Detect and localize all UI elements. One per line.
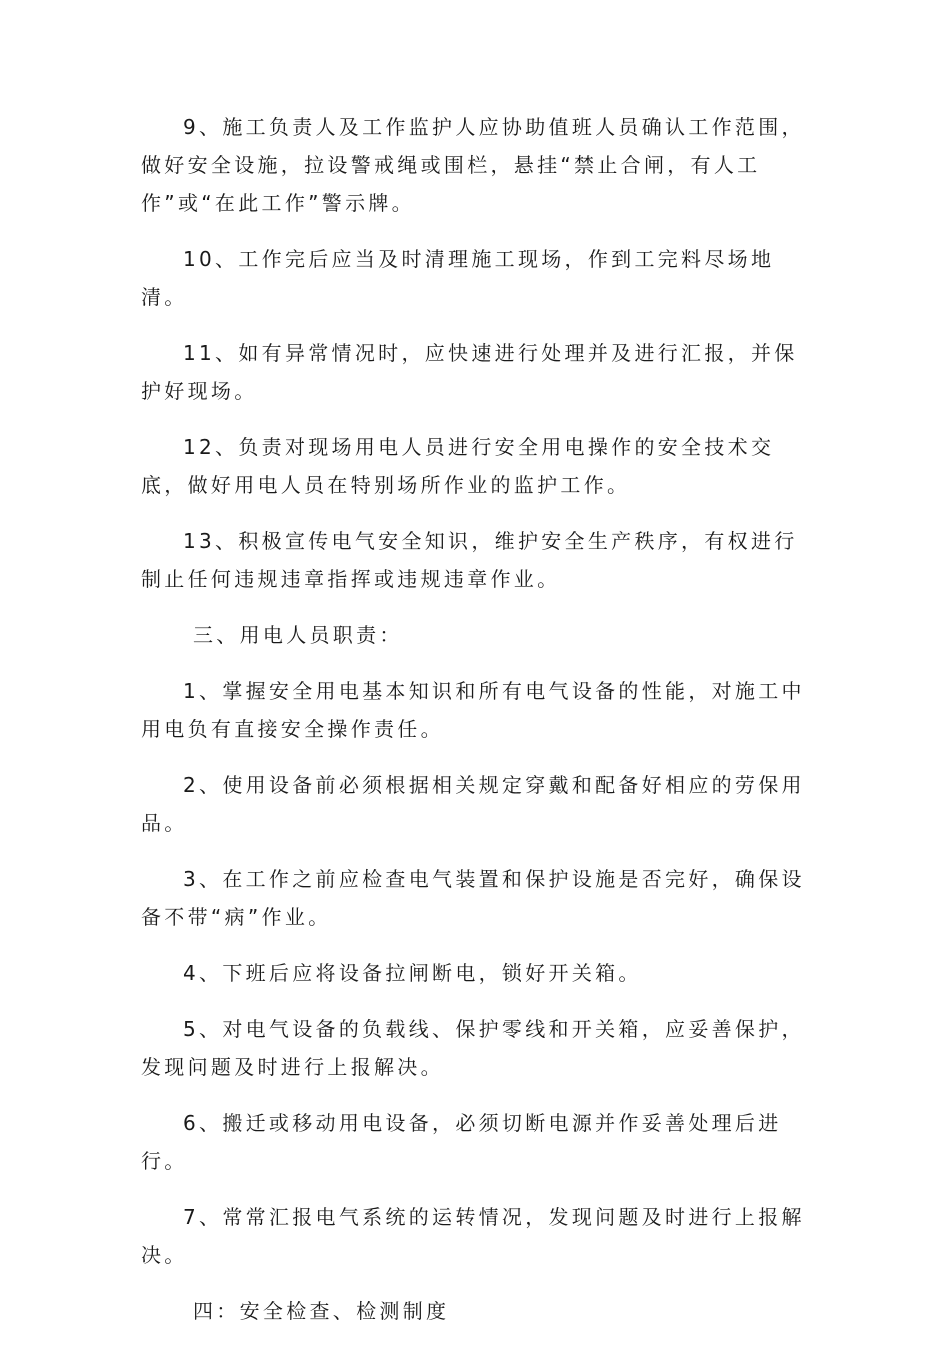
paragraph-duty-1: 1、掌握安全用电基本知识和所有电气设备的性能，对施工中用电负有直接安全操作责任。 <box>141 679 805 741</box>
paragraph-item-11: 11、如有异常情况时，应快速进行处理并及进行汇报，并保护好现场。 <box>141 341 798 403</box>
paragraph-duty-5: 5、对电气设备的负载线、保护零线和开关箱，应妥善保护，发现问题及时进行上报解决。 <box>141 1017 805 1079</box>
paragraph-item-13: 13、积极宣传电气安全知识，维护安全生产秩序，有权进行制止任何违规违章指挥或违规违章作业。 <box>141 529 798 591</box>
section-heading-3: 三、用电人员职责： <box>193 623 403 647</box>
paragraph-duty-3: 3、在工作之前应检查电气装置和保护设施是否完好，确保设备不带“病”作业。 <box>141 867 805 929</box>
paragraph-item-9: 9、施工负责人及工作监护人应协助值班人员确认工作范围，做好安全设施，拉设警戒绳或围栏，悬挂“禁止合闸，有人工作”或“在此工作”警示牌。 <box>141 115 805 215</box>
paragraph-item-12: 12、负责对现场用电人员进行安全用电操作的安全技术交底，做好用电人员在特别场所作业的监护工作。 <box>141 435 775 497</box>
paragraph-duty-4: 4、下班后应将设备拉闸断电，锁好开关箱。 <box>183 961 642 985</box>
document-body <box>141 108 816 1348</box>
paragraph-duty-7: 7、常常汇报电气系统的运转情况，发现问题及时进行上报解决。 <box>141 1205 805 1267</box>
section-heading-4: 四：安全检查、检测制度 <box>193 1299 450 1323</box>
paragraph-duty-2: 2、使用设备前必须根据相关规定穿戴和配备好相应的劳保用品。 <box>141 773 805 835</box>
paragraph-item-10: 10、工作完后应当及时清理施工现场，作到工完料尽场地清。 <box>141 247 775 309</box>
paragraph-duty-6: 6、搬迁或移动用电设备，必须切断电源并作妥善处理后进行。 <box>141 1111 782 1173</box>
